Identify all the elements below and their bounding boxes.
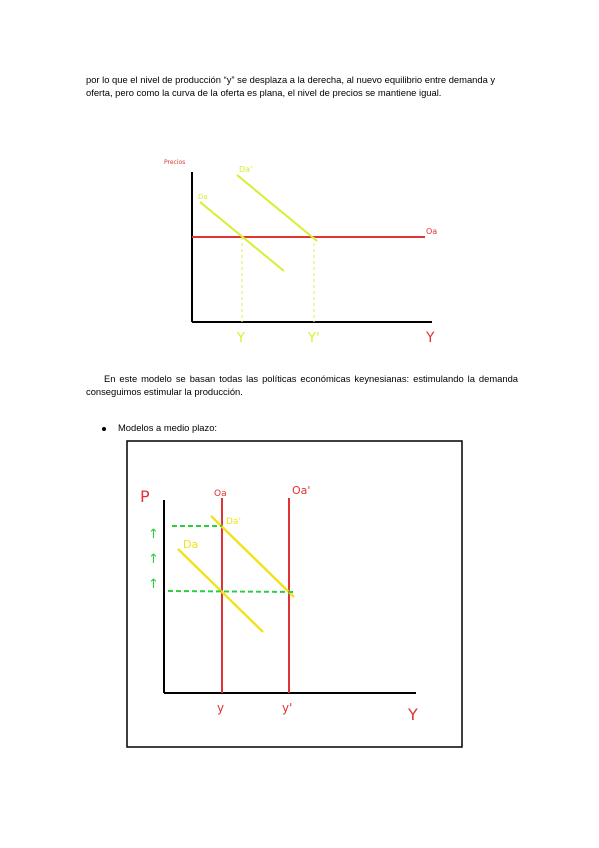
fig1-supply-label: Oa: [426, 227, 438, 236]
fig2-demand-new-label: Da': [226, 517, 241, 527]
bullet-dot: [102, 427, 106, 431]
figure-short-run: [150, 150, 450, 350]
fig2-supply-new-label: Oa': [292, 484, 311, 497]
fig1-x-label: Y: [426, 330, 435, 346]
fig2-arrow-icon-1: ↑: [148, 527, 159, 542]
fig2-x-label: Y: [408, 705, 418, 724]
fig1-demand-new-line: [237, 175, 317, 241]
fig2-x-tick-2: y': [282, 701, 293, 715]
fig1-demand-new-label: Da': [239, 165, 253, 174]
fig1-demand-label: Da: [198, 193, 208, 201]
paragraph-top: por lo que el nivel de producción “y” se desplaza a la derecha, al nuevo equilibrio entre demanda y oferta, pero como la curva de la oferta es plana, el nivel de precios se mantiene igual.: [86, 74, 496, 98]
paragraph-keynesian: En este modelo se basan todas las políticas económicas keynesianas: estimulando la demanda conseguimos estimular la producción.: [86, 373, 518, 397]
figure-medium-run: [126, 440, 464, 750]
fig2-demand-label: Da: [183, 538, 199, 551]
fig1-y-label: Precios: [164, 159, 186, 166]
fig2-arrow-icon-2: ↑: [148, 552, 159, 567]
fig1-x-tick-2: Y': [308, 331, 320, 346]
bullet-text: Modelos a medio plazo:: [118, 422, 218, 433]
bullet-item: [102, 422, 217, 433]
fig2-arrow-icon-3: ↑: [148, 577, 159, 592]
fig2-supply-label: Oa: [214, 489, 227, 499]
fig2-x-tick-1: y: [217, 701, 225, 715]
fig1-x-tick-1: Y: [237, 331, 245, 346]
fig2-y-label: P: [140, 487, 150, 506]
